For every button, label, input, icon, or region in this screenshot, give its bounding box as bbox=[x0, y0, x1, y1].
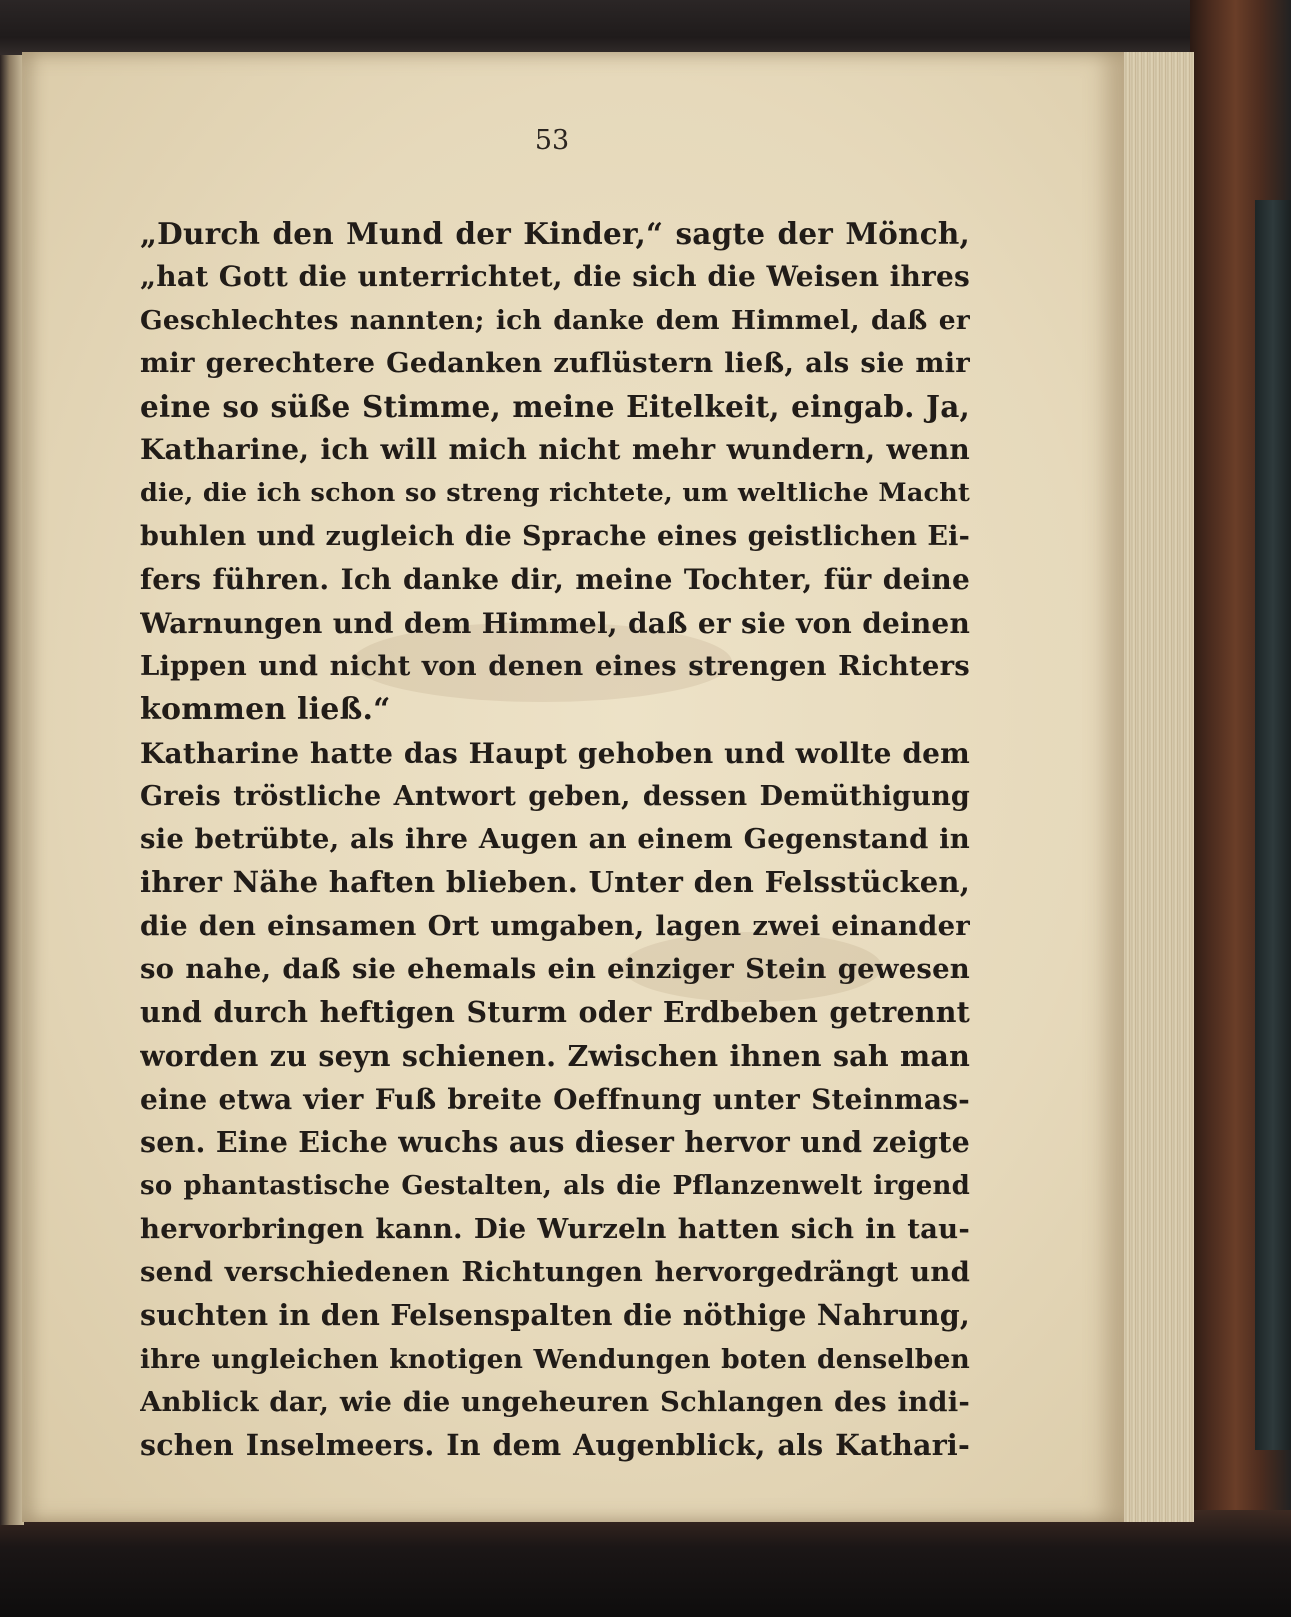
text-line: „Durch den Mund der Kinder,“ sagte der Mönch, bbox=[140, 216, 970, 251]
text-line: schen Inselmeers. In dem Augenblick, als Kathari- bbox=[140, 1428, 970, 1463]
text-line: eine so süße Stimme, meine Eitelkeit, eingab. Ja, bbox=[140, 389, 970, 425]
text-line: Katharine hatte das Haupt gehoben und wollte dem bbox=[140, 736, 970, 770]
page-stack-edges bbox=[1122, 52, 1194, 1522]
text-line: eine etwa vier Fuß breite Oeffnung unter Steinmas- bbox=[140, 1082, 970, 1116]
text-line: Warnungen und dem Himmel, daß er sie von deinen bbox=[140, 606, 970, 640]
text-line: kommen ließ.“ bbox=[140, 692, 391, 728]
book-spine-cloth bbox=[1255, 200, 1291, 1450]
text-line: ihrer Nähe haften blieben. Unter den Felsstücken, bbox=[140, 865, 970, 900]
text-line: und durch heftigen Sturm oder Erdbeben getrennt bbox=[140, 995, 970, 1030]
text-line: buhlen und zugleich die Sprache eines geistlichen Ei- bbox=[140, 521, 970, 553]
book-cover-bottom bbox=[0, 1510, 1291, 1617]
page-number: 53 bbox=[534, 125, 570, 156]
text-line: Lippen und nicht von denen eines strengen Richters bbox=[140, 649, 970, 682]
text-line: send verschiedenen Richtungen hervorgedrängt und bbox=[140, 1256, 970, 1289]
text-line: Geschlechtes nannten; ich danke dem Himmel, daß er bbox=[140, 304, 970, 336]
text-line: ihre ungleichen knotigen Wendungen boten denselben bbox=[140, 1343, 970, 1375]
text-line: sie betrübte, als ihre Augen an einem Gegenstand in bbox=[140, 823, 970, 856]
text-line: fers führen. Ich danke dir, meine Tochter, für deine bbox=[140, 563, 970, 597]
text-line: suchten in den Felsenspalten die nöthige Nahrung, bbox=[140, 1298, 970, 1333]
text-line: Katharine, ich will mich nicht mehr wundern, wenn bbox=[140, 433, 970, 467]
text-line: mir gerechtere Gedanken zuflüstern ließ, als sie mir bbox=[140, 346, 970, 379]
book-page bbox=[22, 52, 1124, 1522]
text-line: die den einsamen Ort umgaben, lagen zwei einander bbox=[140, 909, 970, 942]
text-line: Greis tröstliche Antwort geben, dessen Demüthigung bbox=[140, 780, 970, 812]
text-line: „hat Gott die unterrichtet, die sich die Weisen ihres bbox=[140, 260, 970, 294]
text-line: Anblick dar, wie die ungeheuren Schlangen des indi- bbox=[140, 1386, 970, 1419]
text-line: die, die ich schon so streng richtete, um weltliche Macht bbox=[140, 477, 970, 508]
body-text bbox=[140, 212, 970, 1468]
text-line: so phantastische Gestalten, als die Pflanzenwelt irgend bbox=[140, 1170, 970, 1201]
text-line: worden zu seyn schienen. Zwischen ihnen sah man bbox=[140, 1038, 970, 1073]
text-line: sen. Eine Eiche wuchs aus dieser hervor und zeigte bbox=[140, 1125, 970, 1160]
text-line: so nahe, daß sie ehemals ein einziger Stein gewesen bbox=[140, 953, 970, 986]
facing-page-edge bbox=[0, 55, 24, 1525]
text-line: hervorbringen kann. Die Wurzeln hatten sich in tau- bbox=[140, 1212, 970, 1245]
